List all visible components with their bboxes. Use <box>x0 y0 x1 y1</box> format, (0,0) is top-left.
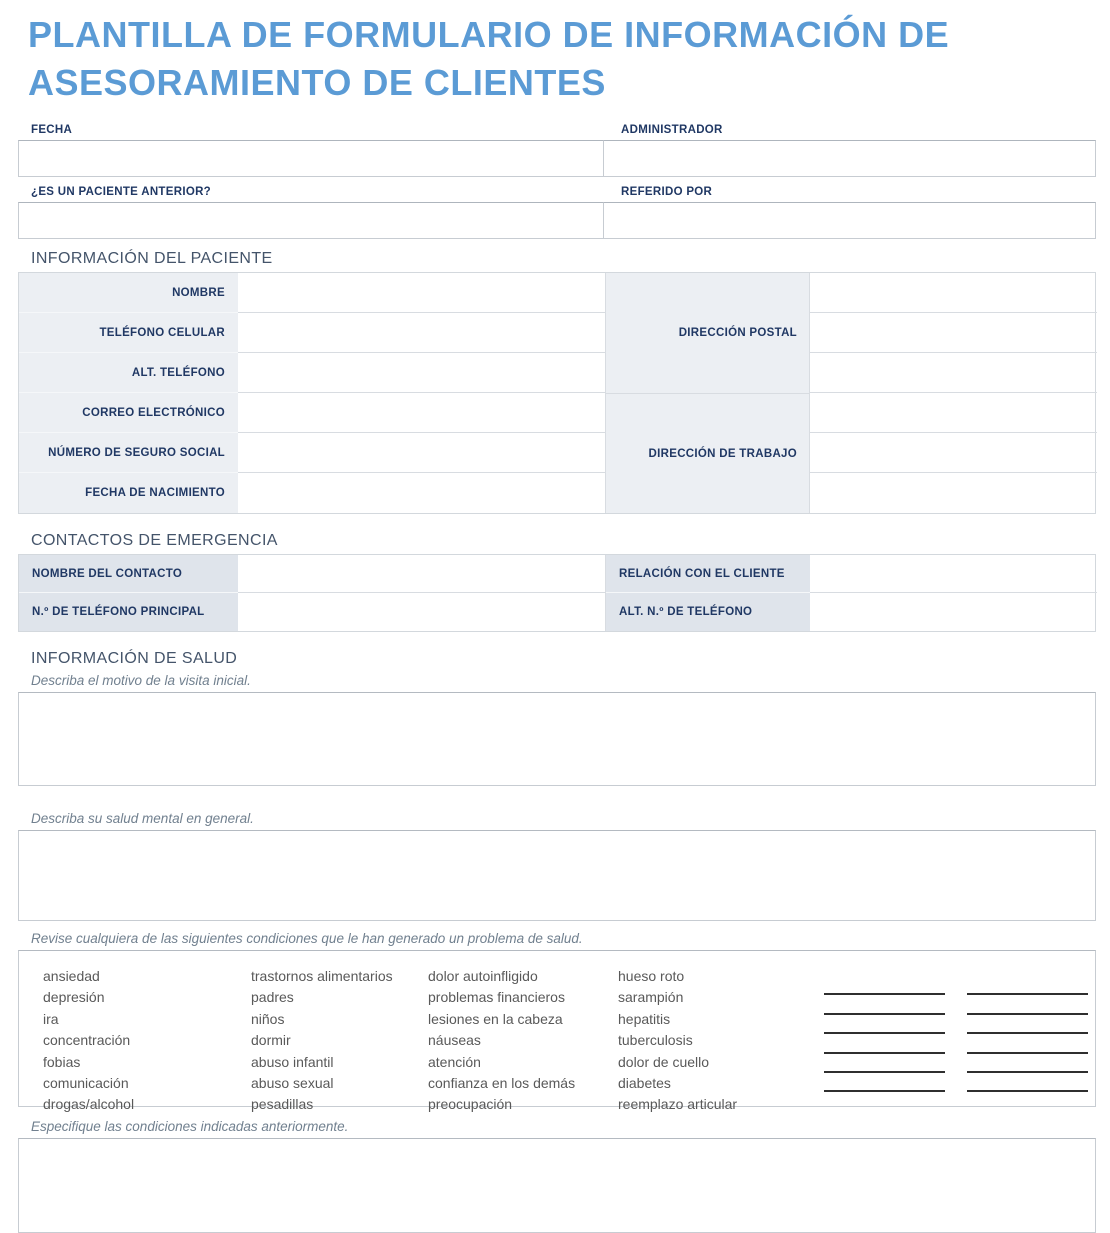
patient-info-table <box>18 272 1096 514</box>
work-address-value-cell[interactable] <box>810 473 1097 513</box>
blank-line[interactable] <box>824 1015 945 1034</box>
date-input[interactable] <box>18 140 604 177</box>
condition-item: comunicación <box>43 1075 129 1092</box>
emergency-contacts-table <box>18 554 1096 632</box>
condition-item: pesadillas <box>251 1096 314 1113</box>
field-pair-inputs <box>18 202 1096 239</box>
cell-phone-value-cell[interactable] <box>238 313 606 353</box>
page-title: PLANTILLA DE FORMULARIO DE INFORMACIÓN DE ASESORAMIENTO DE CLIENTES <box>28 14 950 103</box>
birth-date-label: FECHA DE NACIMIENTO <box>19 473 238 513</box>
postal-address-value-cell[interactable] <box>810 353 1097 393</box>
conditions-column-4 <box>618 966 800 1113</box>
patient-info-heading: INFORMACIÓN DEL PACIENTE <box>31 250 273 267</box>
condition-item: depresión <box>43 989 105 1006</box>
condition-item: dormir <box>251 1032 291 1049</box>
alt-phone-number-label: ALT. N.º DE TELÉFONO <box>606 593 810 631</box>
field-pair-date-admin <box>18 124 1096 177</box>
client-relation-label: RELACIÓN CON EL CLIENTE <box>606 555 810 593</box>
condition-item: ansiedad <box>43 968 100 984</box>
cell-phone-label: TELÉFONO CELULAR <box>19 313 238 353</box>
blank-line[interactable] <box>967 995 1088 1014</box>
health-info-heading: INFORMACIÓN DE SALUD <box>31 650 238 667</box>
condition-item: niños <box>251 1010 285 1027</box>
primary-phone-value-cell[interactable] <box>238 593 606 631</box>
condition-item: atención <box>428 1053 481 1070</box>
blank-line[interactable] <box>824 995 945 1014</box>
blank-line[interactable] <box>967 976 1088 995</box>
condition-item: abuso infantil <box>251 1053 334 1070</box>
blank-line[interactable] <box>824 1054 945 1073</box>
date-field-label: FECHA <box>31 124 73 136</box>
blank-line[interactable] <box>967 1073 1088 1092</box>
condition-item: problemas financieros <box>428 989 565 1006</box>
condition-item: hueso roto <box>618 968 685 984</box>
patient-name-label: NOMBRE <box>19 273 238 313</box>
conditions-prompt: Revise cualquiera de las siguientes condiciones que le han generado un problema de salud. <box>31 931 583 946</box>
email-value-cell[interactable] <box>238 393 606 433</box>
patient-name-value-cell[interactable] <box>238 273 606 313</box>
primary-phone-label: N.º DE TELÉFONO PRINCIPAL <box>19 593 238 631</box>
blank-line[interactable] <box>967 1054 1088 1073</box>
condition-item: tuberculosis <box>618 1032 693 1049</box>
condition-item: dolor de cuello <box>618 1053 710 1070</box>
alt-phone-number-value-cell[interactable] <box>810 593 1097 631</box>
postal-address-value-cell[interactable] <box>810 313 1097 353</box>
client-relation-value-cell[interactable] <box>810 555 1097 593</box>
work-address-value-cell[interactable] <box>810 433 1097 473</box>
condition-item: hepatitis <box>618 1010 671 1027</box>
condition-item: lesiones en la cabeza <box>428 1010 563 1027</box>
field-pair-labels <box>18 186 1096 198</box>
blank-line[interactable] <box>824 1073 945 1092</box>
blank-line[interactable] <box>967 1015 1088 1034</box>
blank-lines-column-1 <box>824 966 945 1106</box>
administrator-input[interactable] <box>603 140 1096 177</box>
field-pair-previous-referred <box>18 186 1096 239</box>
conditions-column-1 <box>43 966 251 1113</box>
ssn-label: NÚMERO DE SEGURO SOCIAL <box>19 433 238 473</box>
condition-item: sarampión <box>618 989 684 1006</box>
specify-conditions-textarea[interactable] <box>18 1138 1096 1233</box>
emergency-contacts-heading: CONTACTOS DE EMERGENCIA <box>31 532 278 549</box>
condition-item: confianza en los demás <box>428 1075 576 1092</box>
contact-name-label: NOMBRE DEL CONTACTO <box>19 555 238 593</box>
condition-item: abuso sexual <box>251 1075 334 1092</box>
work-address-label: DIRECCIÓN DE TRABAJO <box>606 393 810 513</box>
condition-item: náuseas <box>428 1032 481 1049</box>
previous-patient-field-label: ¿ES UN PACIENTE ANTERIOR? <box>31 186 212 198</box>
referred-by-input[interactable] <box>603 202 1096 239</box>
mental-health-prompt: Describa su salud mental en general. <box>31 811 254 826</box>
condition-item: drogas/alcohol <box>43 1096 135 1113</box>
alt-phone-value-cell[interactable] <box>238 353 606 393</box>
conditions-column-3 <box>428 966 618 1113</box>
condition-item: trastornos alimentarios <box>251 968 393 984</box>
blank-lines-column-2 <box>967 966 1088 1106</box>
condition-item: padres <box>251 989 294 1006</box>
postal-address-label: DIRECCIÓN POSTAL <box>606 273 810 393</box>
conditions-column-2 <box>251 966 428 1113</box>
condition-item: preocupación <box>428 1096 513 1113</box>
mental-health-textarea[interactable] <box>18 830 1096 921</box>
blank-line[interactable] <box>967 1034 1088 1053</box>
previous-patient-input[interactable] <box>18 202 604 239</box>
field-pair-labels <box>18 124 1096 136</box>
condition-item: reemplazo articular <box>618 1096 738 1113</box>
contact-name-value-cell[interactable] <box>238 555 606 593</box>
ssn-value-cell[interactable] <box>238 433 606 473</box>
condition-item: ira <box>43 1010 59 1027</box>
birth-date-value-cell[interactable] <box>238 473 606 513</box>
initial-visit-prompt: Describa el motivo de la visita inicial. <box>31 673 251 688</box>
top-fields-section <box>0 124 1110 239</box>
conditions-checklist-box <box>18 950 1096 1113</box>
blank-line[interactable] <box>824 976 945 995</box>
field-pair-inputs <box>18 140 1096 177</box>
initial-visit-textarea[interactable] <box>18 692 1096 786</box>
administrator-field-label: ADMINISTRADOR <box>621 124 723 136</box>
postal-address-value-cell[interactable] <box>810 273 1097 313</box>
condition-item: concentración <box>43 1032 131 1049</box>
alt-phone-label: ALT. TELÉFONO <box>19 353 238 393</box>
condition-item: dolor autoinfligido <box>428 968 538 984</box>
condition-item: fobias <box>43 1053 81 1070</box>
email-label: CORREO ELECTRÓNICO <box>19 393 238 433</box>
condition-item: diabetes <box>618 1075 671 1092</box>
referred-by-field-label: REFERIDO POR <box>621 186 713 198</box>
work-address-value-cell[interactable] <box>810 393 1097 433</box>
specify-conditions-prompt: Especifique las condiciones indicadas anteriormente. <box>31 1119 349 1134</box>
blank-line[interactable] <box>824 1034 945 1053</box>
